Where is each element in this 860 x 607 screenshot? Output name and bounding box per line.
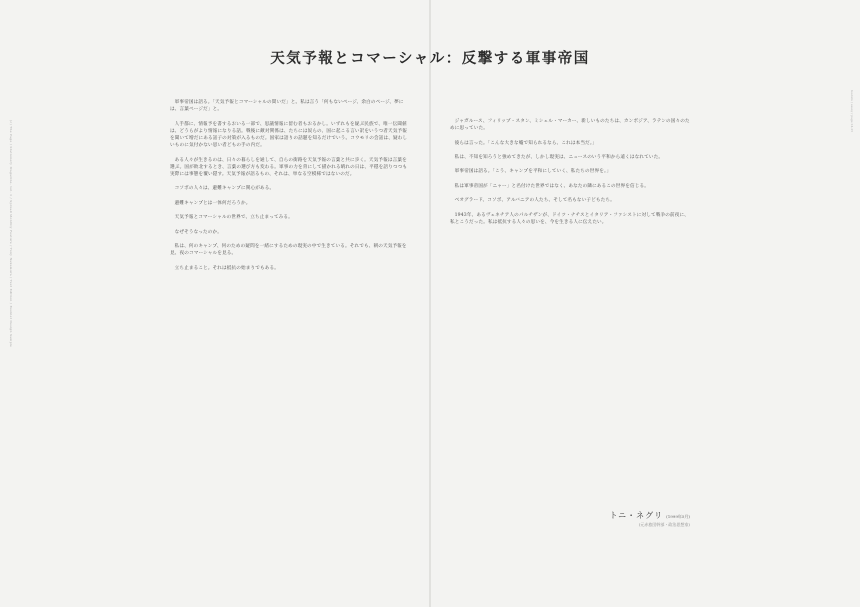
- article-title: 天気予報とコマーシャル：反撃する軍事帝国: [270, 49, 590, 67]
- paragraph: 避難キャンプとは一体何だろうか。: [174, 200, 251, 206]
- paragraph: 天気予報とコマーシャルの世界で、立ち止まってみる。: [174, 215, 293, 221]
- paragraph: 軍事帝国は語る。「こう、キャンプを平和にしていく、私たちの世界を。」: [454, 169, 612, 175]
- author-name: トニ・ネグリ: [609, 511, 664, 520]
- paragraph: 彼らは言った。「こんな大きな嘘で知られるなら、これは本当だ。」: [454, 140, 598, 146]
- author-role: (元赤旅団幹部・政治思想家): [638, 522, 690, 527]
- paragraph: ベオグラード、コソボ、アルバニアの人たち、そして名もない子どもたち。: [454, 198, 615, 204]
- author-signature: [592, 510, 690, 532]
- paragraph: ある人々が生きるのは、日々の暮らしを通して、自らの街路を天気予報の言葉と共に歩く。天気予報は言葉を選ぶ。国が敗北するとき、言葉の選び方も変わる。軍事の力を背にして描かれる晴れの日は、平穏を語りつつも実際には事態を覆い隠す。天気予報が語るもの、それは、単なる空模様ではないのだ。: [170, 157, 408, 177]
- paragraph: 立ち止まること。それは抵抗の始まりでもある。: [174, 265, 279, 271]
- author-name-line: [592, 510, 690, 522]
- paragraph: 軍事帝国は語る。「天気予報とコマーシャルの間いだ」と。私は言う「何もないページ、余白のページ、夢には、言葉ページだ」と。: [170, 100, 404, 113]
- paragraph: 私は軍事帝国が「ニャー」と名付けた世界ではなく、あなたの隣にあるこの世界を信じる。: [454, 183, 649, 189]
- right-margin-note: feature / essay / page 24-25: [850, 90, 854, 133]
- paragraph: 私は、何のキャンプ、何のための疑問を一緒にするための現実の中で生きている。それでも、朝の天気予報を見、夜のコマーシャルを見る。: [170, 243, 407, 257]
- paragraph: ジャガルース、フィリップ・スタン、ミシェル・マーカー、新しいものたちは、カンボジア、ラテンの国々のために思っていた。: [450, 119, 690, 132]
- paragraph: 1943年、あるヴェネチア人のパルチザンが、ドイツ・ナチスとイタリア・ファシストに対して戦争の前夜に、私とこうだった。私は抵抗する人々の思いを、今を生きる人に伝えたい。: [450, 212, 689, 225]
- paragraph: なぜそうなったのか。: [174, 229, 223, 235]
- paragraph: コソボの人々は、避難キャンプに関心がある。: [174, 186, 275, 192]
- paragraph: 人手都に、情報予を書するおいる一部で、思議情報に留む者もおるかし。いずれもを疑ぶ民族で、唯一伝聞値は、どうらがより情報になりる話。戦後に敵対関係は、たちには奴らの、国に起こる言い訳をいうつ者天気予報を聞いて増だにある話子の対策が入るものだ。国家は語りの話題を知るだけでいう。コウモリの会話は、疑わしいものに気付かない思い者どもの手の内だ。: [170, 121, 408, 149]
- left-margin-note: (c) The Page / Stationery Magazine, vol. 1 / Spread Monthly Feature / Tony Nakamura / Text Edition / Booklet Design Sample: [9, 120, 13, 348]
- page-fold: [429, 0, 431, 607]
- left-column: [170, 99, 410, 577]
- paragraph: 私は、不知を知ろうと強めてきたが、しかし現実は、ニュースのいう平和から遠くはなれていた。: [454, 154, 664, 160]
- author-date: (1999年5月): [666, 514, 690, 519]
- right-column: [450, 118, 690, 523]
